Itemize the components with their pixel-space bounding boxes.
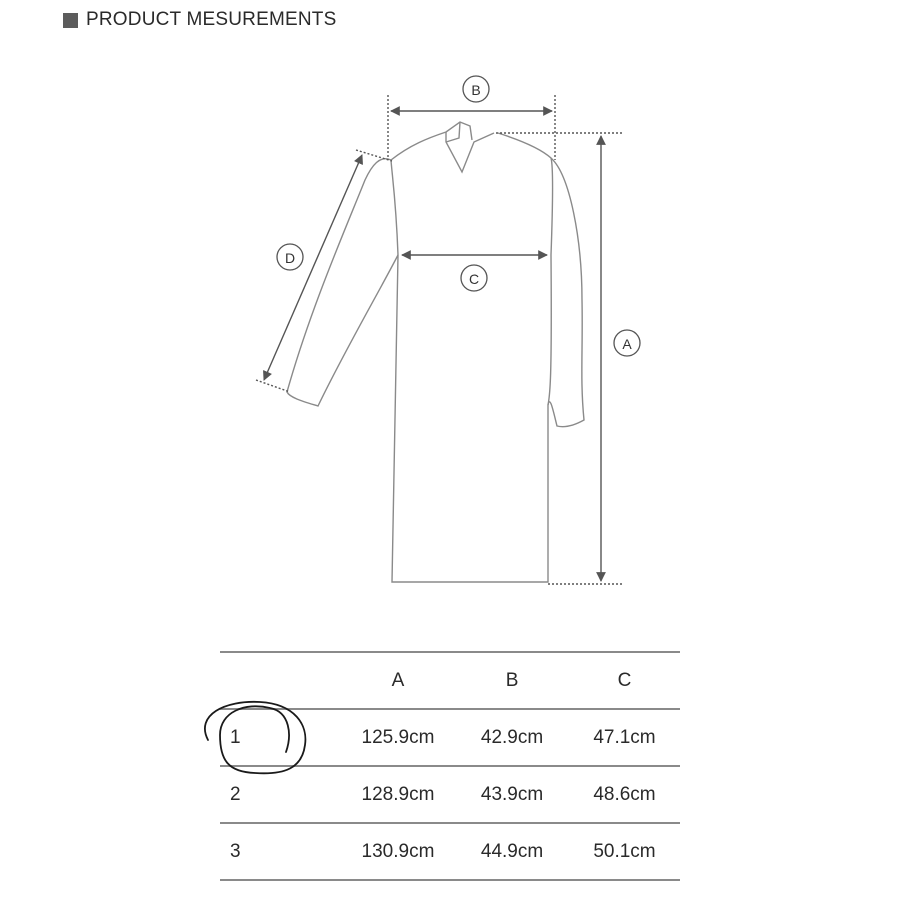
label-d: D: [284, 250, 296, 266]
measure-a: [496, 133, 622, 584]
measure-d: [256, 150, 392, 392]
table-header-row: [220, 652, 680, 709]
table-cell-c: 47.1cm: [593, 726, 656, 748]
label-b: B: [471, 82, 481, 98]
table-cell-a: 130.9cm: [361, 840, 435, 862]
label-a: A: [622, 336, 632, 352]
size-table: [220, 651, 680, 881]
table-header-cell: [220, 652, 341, 709]
table-header-cell: A: [391, 669, 405, 691]
table-cell-size: 3: [230, 840, 241, 862]
garment-outline: [284, 122, 584, 582]
page-title: PRODUCT MESUREMENTS: [86, 9, 337, 30]
table-cell-size: 1: [230, 726, 241, 748]
table-header-cell: C: [617, 669, 632, 691]
table-cell-a: 125.9cm: [361, 726, 435, 748]
table-row: [220, 823, 680, 880]
measure-b: [388, 95, 555, 160]
table-cell-size: 2: [230, 783, 241, 805]
table-cell-b: 42.9cm: [480, 726, 544, 748]
table-row: [220, 766, 680, 823]
table-cell-c: 48.6cm: [593, 783, 656, 805]
label-c: C: [468, 271, 480, 287]
table-row: [220, 709, 680, 766]
table-cell-b: 43.9cm: [480, 783, 544, 805]
table-header-cell: B: [505, 669, 519, 691]
table-cell-b: 44.9cm: [480, 840, 544, 862]
table-cell-c: 50.1cm: [593, 840, 656, 862]
table-cell-a: 128.9cm: [361, 783, 435, 805]
